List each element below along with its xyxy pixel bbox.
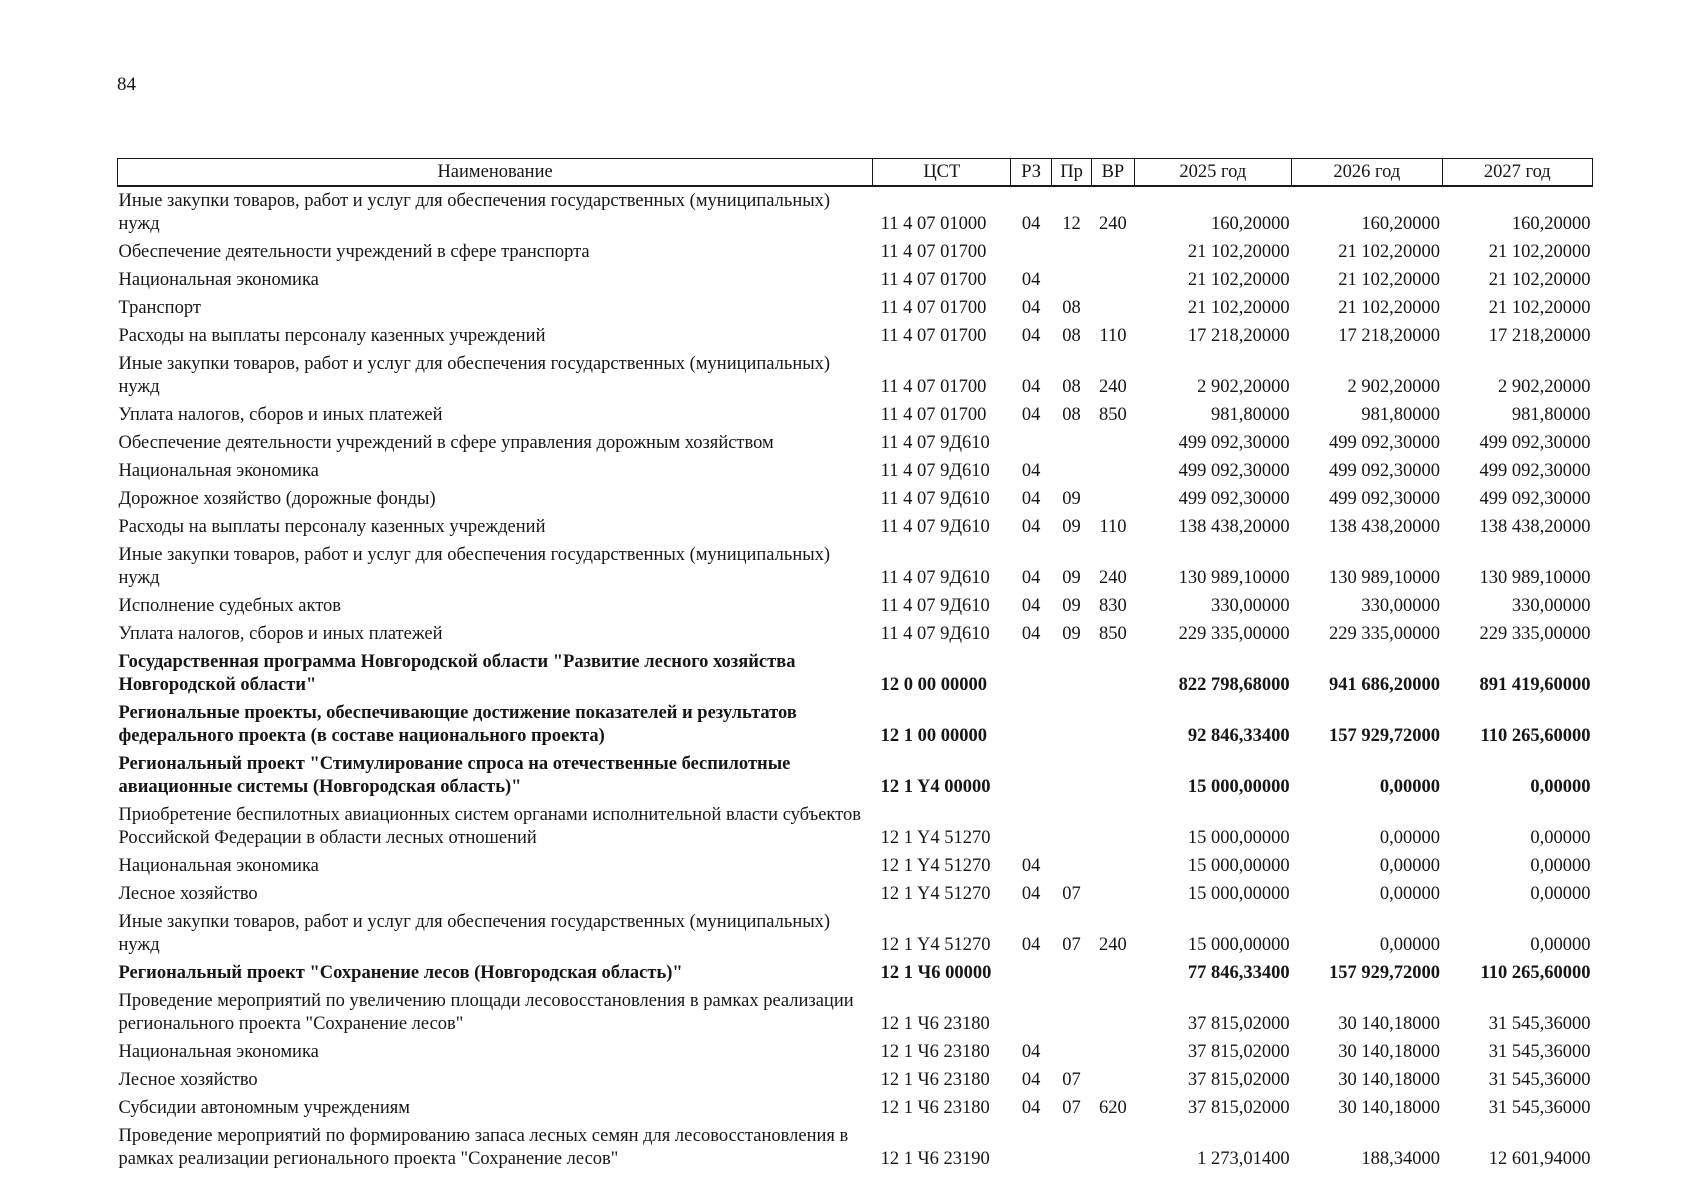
cell-2025: 981,80000 [1210,405,1290,425]
cell-vr [1092,238,1134,266]
cell-2026: 981,80000 [1361,405,1441,425]
cell-cst: 12 1 Ч6 23180 [880,1042,990,1062]
cell-vr [1092,266,1134,294]
cell-cst: 11 4 07 9Д610 [880,489,990,509]
cell-2025: 15 000,00000 [1187,828,1290,848]
table-row [118,852,1593,880]
cell-rz [1011,648,1051,699]
cell-cst: 12 1 Ч6 23180 [880,1014,990,1034]
cell-rz [1011,959,1051,987]
cell-2026: 229 335,00000 [1329,624,1441,644]
cell-2025: 15 000,00000 [1187,935,1290,955]
header-pr: Пр [1051,159,1091,187]
cell-2027: 31 545,36000 [1488,1014,1591,1034]
cell-rz [1011,429,1051,457]
cell-vr [1092,1066,1134,1094]
cell-name: Расходы на выплаты персоналу казенных учреждений [118,517,546,537]
cell-2025: 37 815,02000 [1187,1070,1290,1090]
cell-vr [1092,294,1134,322]
cell-2025: 499 092,30000 [1178,489,1290,509]
cell-name: Дорожное хозяйство (дорожные фонды) [118,489,436,509]
cell-cst: 12 1 Ч6 00000 [880,963,992,983]
cell-name: Лесное хозяйство [118,884,258,904]
cell-2025: 37 815,02000 [1187,1098,1290,1118]
cell-vr [1092,457,1134,485]
cell-rz: 04 [1021,326,1041,346]
page-number: 84 [117,74,136,95]
cell-name: Проведение мероприятий по увеличению площади лесовосстановления в рамках реализации регионального проекта "Сохранение лесов" [118,991,854,1034]
cell-vr: 240 [1099,935,1127,955]
header-2025: 2025 год [1134,159,1291,187]
cell-vr [1092,485,1134,513]
cell-rz: 04 [1021,298,1041,318]
cell-2025: 229 335,00000 [1178,624,1290,644]
cell-2025: 1 273,01400 [1197,1149,1290,1169]
cell-2026: 17 218,20000 [1338,326,1441,346]
cell-cst: 11 4 07 01700 [880,405,987,425]
cell-pr [1051,987,1091,1038]
cell-2026: 157 929,72000 [1329,726,1441,746]
cell-name: Государственная программа Новгородской области "Развитие лесного хозяйства Новгородской области" [118,652,796,695]
cell-rz: 04 [1021,568,1041,588]
cell-pr: 08 [1062,377,1081,397]
table-row [118,1094,1593,1122]
cell-2027: 229 335,00000 [1479,624,1591,644]
cell-2026: 499 092,30000 [1329,489,1441,509]
cell-cst: 11 4 07 01700 [880,377,987,397]
cell-pr [1051,648,1091,699]
cell-name: Проведение мероприятий по формированию запаса лесных семян для лесовосстановления в рамках реализации регионального проекта "Сохранение лесов" [118,1126,849,1169]
table-row [118,908,1593,959]
cell-2026: 21 102,20000 [1338,298,1441,318]
cell-cst: 11 4 07 9Д610 [880,596,990,616]
cell-2025: 77 846,33400 [1187,963,1290,983]
cell-pr [1051,1038,1091,1066]
cell-cst: 11 4 07 9Д610 [880,568,990,588]
cell-2027: 21 102,20000 [1488,242,1591,262]
table-row [118,401,1593,429]
cell-rz: 04 [1021,1042,1041,1062]
cell-2027: 0,00000 [1530,828,1591,848]
table-row [118,294,1593,322]
cell-cst: 11 4 07 01700 [880,298,987,318]
cell-vr [1092,1122,1134,1173]
cell-cst: 11 4 07 01700 [880,326,987,346]
cell-pr [1051,1122,1091,1173]
cell-2027: 499 092,30000 [1479,433,1591,453]
cell-2027: 31 545,36000 [1488,1042,1591,1062]
cell-name: Региональный проект "Сохранение лесов (Новгородская область)" [118,963,683,983]
cell-rz [1011,1122,1051,1173]
cell-name: Иные закупки товаров, работ и услуг для обеспечения государственных (муниципальных) нужд [118,191,831,234]
cell-vr [1092,852,1134,880]
cell-rz [1011,699,1051,750]
cell-2026: 499 092,30000 [1329,433,1441,453]
cell-pr: 09 [1062,568,1081,588]
table-header [118,159,1593,187]
cell-2026: 160,20000 [1361,214,1441,234]
cell-2027: 17 218,20000 [1488,326,1591,346]
cell-vr [1092,987,1134,1038]
cell-2026: 0,00000 [1379,828,1441,848]
cell-2026: 21 102,20000 [1338,270,1441,290]
cell-2027: 21 102,20000 [1488,270,1591,290]
cell-name: Обеспечение деятельности учреждений в сфере управления дорожным хозяйством [118,433,774,453]
cell-name: Национальная экономика [118,461,319,481]
cell-cst: 12 1 Ч6 23180 [880,1070,990,1090]
cell-vr [1092,801,1134,852]
cell-2025: 21 102,20000 [1187,270,1290,290]
cell-2026: 30 140,18000 [1338,1070,1441,1090]
cell-2025: 21 102,20000 [1187,242,1290,262]
cell-cst: 11 4 07 9Д610 [880,624,990,644]
cell-vr [1092,750,1134,801]
cell-2027: 499 092,30000 [1479,461,1591,481]
cell-2027: 130 989,10000 [1479,568,1591,588]
cell-2027: 110 265,60000 [1480,963,1591,983]
cell-cst: 12 1 Ч6 23180 [880,1098,990,1118]
cell-vr: 620 [1099,1098,1127,1118]
cell-vr: 240 [1099,377,1127,397]
cell-pr [1051,750,1091,801]
cell-cst: 12 1 Y4 51270 [880,935,991,955]
cell-2025: 92 846,33400 [1187,726,1290,746]
cell-2027: 891 419,60000 [1479,675,1591,695]
cell-2026: 188,34000 [1361,1149,1441,1169]
header-vr: ВР [1092,159,1134,187]
cell-rz [1011,987,1051,1038]
cell-2026: 0,00000 [1379,856,1441,876]
cell-rz: 04 [1021,596,1041,616]
cell-vr: 850 [1099,405,1127,425]
table-row [118,959,1593,987]
cell-rz: 04 [1021,461,1041,481]
cell-name: Приобретение беспилотных авиационных систем органами исполнительной власти субъектов Российской Федерации в области лесных отношений [118,805,861,848]
cell-2027: 138 438,20000 [1479,517,1591,537]
cell-vr [1092,429,1134,457]
cell-cst: 11 4 07 01700 [880,242,987,262]
cell-2027: 0,00000 [1530,884,1591,904]
cell-2025: 17 218,20000 [1187,326,1290,346]
cell-name: Национальная экономика [118,856,319,876]
cell-cst: 12 1 Y4 51270 [880,884,991,904]
table-row [118,457,1593,485]
cell-2025: 130 989,10000 [1178,568,1290,588]
cell-2027: 0,00000 [1530,856,1591,876]
cell-name: Транспорт [118,298,201,318]
cell-cst: 12 1 Ч6 23190 [880,1149,990,1169]
table-row [118,485,1593,513]
cell-2026: 2 902,20000 [1347,377,1441,397]
cell-name: Уплата налогов, сборов и иных платежей [118,624,443,644]
cell-rz: 04 [1021,884,1041,904]
cell-pr [1051,801,1091,852]
cell-2025: 2 902,20000 [1197,377,1290,397]
cell-pr: 07 [1062,935,1081,955]
cell-vr: 110 [1099,517,1127,537]
table-row [118,1122,1593,1173]
cell-name: Лесное хозяйство [118,1070,258,1090]
cell-vr: 240 [1099,568,1127,588]
cell-2026: 0,00000 [1379,935,1441,955]
cell-2025: 37 815,02000 [1187,1014,1290,1034]
table-row [118,238,1593,266]
cell-2025: 15 000,00000 [1187,884,1290,904]
header-2027: 2027 год [1442,159,1592,187]
cell-2025: 822 798,68000 [1178,675,1290,695]
cell-cst: 11 4 07 9Д610 [880,517,990,537]
cell-name: Субсидии автономным учреждениям [118,1098,410,1118]
cell-vr: 850 [1099,624,1127,644]
table-row [118,987,1593,1038]
cell-2025: 330,00000 [1210,596,1290,616]
cell-2027: 2 902,20000 [1498,377,1591,397]
cell-2025: 138 438,20000 [1178,517,1290,537]
cell-rz: 04 [1021,1070,1041,1090]
cell-name: Иные закупки товаров, работ и услуг для обеспечения государственных (муниципальных) нужд [118,354,831,397]
cell-rz: 04 [1021,489,1041,509]
cell-pr: 07 [1062,884,1081,904]
cell-name: Исполнение судебных актов [118,596,342,616]
header-cst: ЦСТ [873,159,1011,187]
cell-2027: 31 545,36000 [1488,1098,1591,1118]
cell-name: Обеспечение деятельности учреждений в сфере транспорта [118,242,590,262]
cell-2027: 499 092,30000 [1479,489,1591,509]
cell-name: Национальная экономика [118,270,319,290]
cell-2026: 941 686,20000 [1329,675,1441,695]
cell-vr [1092,699,1134,750]
cell-rz: 04 [1021,856,1041,876]
cell-vr [1092,959,1134,987]
table-row [118,186,1593,238]
cell-rz: 04 [1021,405,1041,425]
cell-name: Иные закупки товаров, работ и услуг для обеспечения государственных (муниципальных) нужд [118,545,831,588]
table-row [118,429,1593,457]
cell-rz: 04 [1021,935,1041,955]
table-row [118,513,1593,541]
cell-2027: 110 265,60000 [1480,726,1591,746]
cell-pr [1051,429,1091,457]
cell-name: Иные закупки товаров, работ и услуг для обеспечения государственных (муниципальных) нужд [118,912,831,955]
cell-pr: 07 [1062,1098,1081,1118]
cell-2025: 21 102,20000 [1187,298,1290,318]
cell-2025: 15 000,00000 [1187,856,1290,876]
cell-2026: 30 140,18000 [1338,1042,1441,1062]
cell-rz: 04 [1021,1098,1041,1118]
cell-pr [1051,699,1091,750]
cell-vr [1092,880,1134,908]
cell-pr: 09 [1062,489,1081,509]
cell-2025: 15 000,00000 [1187,777,1290,797]
cell-2027: 31 545,36000 [1488,1070,1591,1090]
cell-2026: 21 102,20000 [1338,242,1441,262]
cell-2027: 0,00000 [1530,777,1591,797]
table-row [118,648,1593,699]
cell-pr: 09 [1062,624,1081,644]
cell-2026: 30 140,18000 [1338,1098,1441,1118]
cell-cst: 11 4 07 01000 [880,214,987,234]
cell-2027: 981,80000 [1511,405,1591,425]
cell-2025: 499 092,30000 [1178,433,1290,453]
cell-2026: 499 092,30000 [1329,461,1441,481]
cell-cst: 12 1 Y4 51270 [880,828,991,848]
cell-pr [1051,852,1091,880]
cell-vr [1092,1038,1134,1066]
cell-rz [1011,238,1051,266]
cell-rz: 04 [1021,517,1041,537]
cell-2026: 330,00000 [1361,596,1441,616]
cell-pr: 09 [1062,517,1081,537]
cell-pr: 08 [1062,326,1081,346]
table-row [118,541,1593,592]
cell-pr [1051,238,1091,266]
cell-pr [1051,457,1091,485]
header-name: Наименование [118,159,873,187]
cell-vr: 240 [1099,214,1127,234]
cell-pr: 09 [1062,596,1081,616]
cell-cst: 12 1 00 00000 [880,726,988,746]
cell-rz: 04 [1021,214,1041,234]
table-row [118,592,1593,620]
table-row [118,880,1593,908]
cell-rz [1011,750,1051,801]
cell-name: Региональные проекты, обеспечивающие достижение показателей и результатов федерального проекта (в составе национального проекта) [118,703,797,746]
table-row [118,620,1593,648]
cell-2025: 499 092,30000 [1178,461,1290,481]
cell-2026: 138 438,20000 [1329,517,1441,537]
table-row [118,699,1593,750]
cell-vr [1092,648,1134,699]
cell-pr: 08 [1062,298,1081,318]
cell-2026: 157 929,72000 [1329,963,1441,983]
header-2026: 2026 год [1292,159,1442,187]
cell-cst: 12 0 00 00000 [880,675,988,695]
cell-pr: 12 [1062,214,1081,234]
cell-2027: 160,20000 [1511,214,1591,234]
cell-pr: 08 [1062,405,1081,425]
cell-2025: 37 815,02000 [1187,1042,1290,1062]
cell-2026: 0,00000 [1379,884,1441,904]
cell-cst: 12 1 Y4 51270 [880,856,991,876]
cell-rz: 04 [1021,624,1041,644]
table-row [118,266,1593,294]
cell-2026: 0,00000 [1379,777,1441,797]
table-row [118,350,1593,401]
table-row [118,1038,1593,1066]
cell-pr [1051,959,1091,987]
cell-2025: 160,20000 [1210,214,1290,234]
cell-rz: 04 [1021,270,1041,290]
cell-2027: 330,00000 [1511,596,1591,616]
cell-pr: 07 [1062,1070,1081,1090]
table-row [118,1066,1593,1094]
cell-cst: 11 4 07 01700 [880,270,987,290]
cell-name: Национальная экономика [118,1042,319,1062]
table-row [118,322,1593,350]
cell-name: Расходы на выплаты персоналу казенных учреждений [118,326,546,346]
cell-2026: 130 989,10000 [1329,568,1441,588]
cell-2026: 30 140,18000 [1338,1014,1441,1034]
cell-2027: 21 102,20000 [1488,298,1591,318]
cell-cst: 11 4 07 9Д610 [880,433,990,453]
table-row [118,801,1593,852]
cell-cst: 12 1 Y4 00000 [880,777,991,797]
cell-name: Региональный проект "Стимулирование спроса на отечественные беспилотные авиационные системы (Новгородская область)" [118,754,791,797]
cell-cst: 11 4 07 9Д610 [880,461,990,481]
cell-vr: 830 [1099,596,1127,616]
cell-2027: 0,00000 [1530,935,1591,955]
table-row [118,750,1593,801]
cell-rz [1011,801,1051,852]
header-rz: РЗ [1011,159,1051,187]
budget-table [117,158,1593,1173]
table-body [118,186,1593,1173]
cell-name: Уплата налогов, сборов и иных платежей [118,405,443,425]
cell-2027: 12 601,94000 [1488,1149,1591,1169]
cell-vr: 110 [1099,326,1127,346]
cell-rz: 04 [1021,377,1041,397]
cell-pr [1051,266,1091,294]
